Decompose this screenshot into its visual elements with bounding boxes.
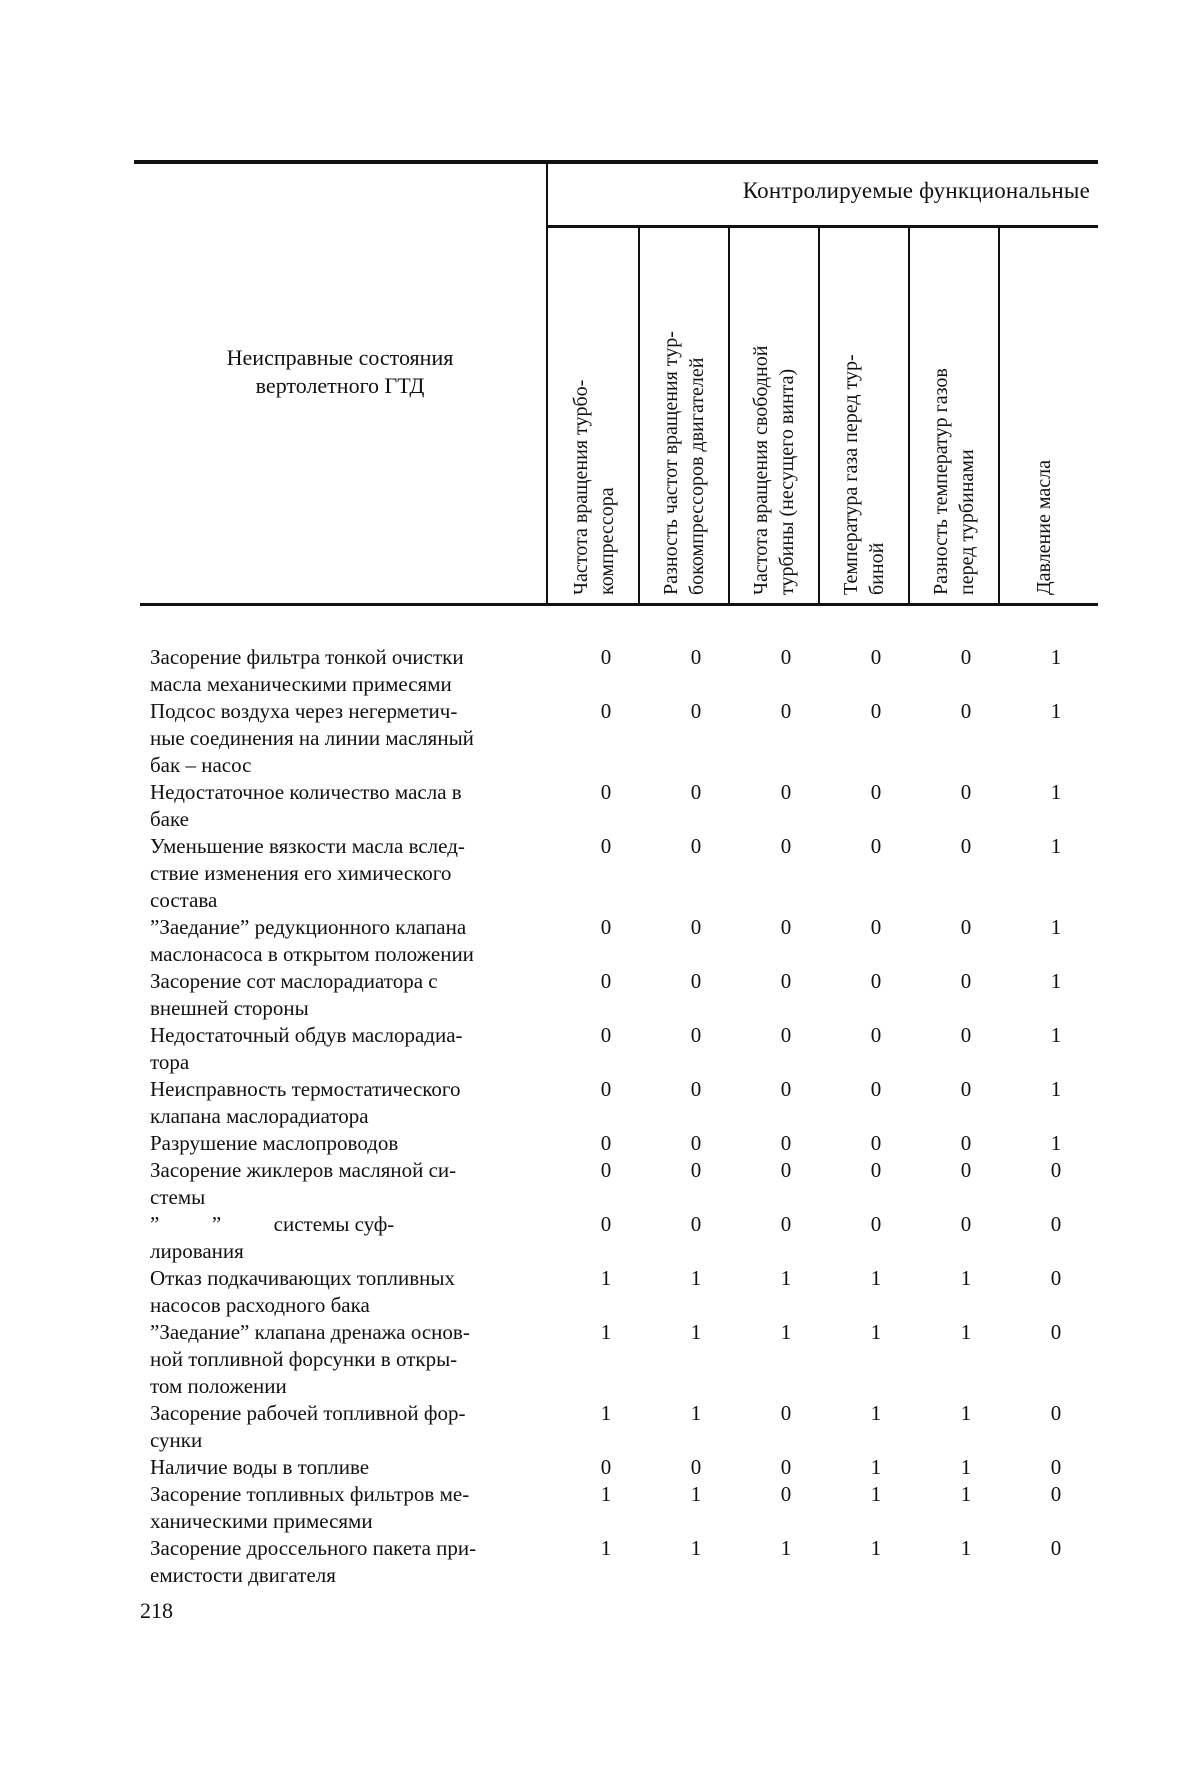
row-label-line: Недостаточное количество масла в (150, 780, 462, 804)
row-label-line: емистости двигателя (150, 1563, 336, 1587)
cell-value: 1 (960, 1482, 972, 1506)
row-label-line: Подсос воздуха через негерметич- (150, 699, 458, 723)
cell-value: 0 (600, 1212, 612, 1236)
row-label (150, 1076, 560, 1130)
row-label-line: ханическими примесями (150, 1509, 373, 1533)
cell-value: 0 (960, 1212, 972, 1236)
column-header-gas-temperature-difference (910, 228, 998, 602)
cell-value: 0 (870, 1077, 882, 1101)
row-label-line: состава (150, 888, 218, 912)
cell-value: 1 (960, 1536, 972, 1560)
row-label-line: Засорение фильтра тонкой очистки (150, 645, 464, 669)
cell-value: 0 (960, 969, 972, 993)
table-row (0, 1076, 1200, 1130)
row-label-line: маслонасоса в открытом положении (150, 942, 474, 966)
row-label-line: Наличие воды в топливе (150, 1455, 370, 1479)
cell-value: 0 (1050, 1212, 1062, 1236)
row-label-line: Недостаточный обдув маслорадиа- (150, 1023, 463, 1047)
cell-value: 0 (690, 780, 702, 804)
row-label-line: лирования (150, 1239, 244, 1263)
row-label-line: масла механическими примесями (150, 672, 452, 696)
table-row (0, 968, 1200, 1022)
column-header-line: перед турбинами (956, 449, 978, 595)
row-label-line: бак – насос (150, 753, 252, 777)
cell-value: 0 (960, 780, 972, 804)
column-header-line: биной (866, 542, 888, 595)
cell-value: 1 (600, 1482, 612, 1506)
table-row (0, 1535, 1200, 1589)
cell-value: 1 (690, 1266, 702, 1290)
cell-value: 0 (1050, 1536, 1062, 1560)
cell-value: 0 (600, 1131, 612, 1155)
row-label-line: ной топливной форсунки в откры- (150, 1347, 458, 1371)
row-label-line: Отказ подкачивающих топливных (150, 1266, 456, 1290)
row-label (150, 914, 560, 968)
row-label-line: внешней стороны (150, 996, 309, 1020)
cell-value: 0 (960, 1023, 972, 1047)
cell-value: 0 (870, 915, 882, 939)
cell-value: 0 (780, 1077, 792, 1101)
cell-value: 1 (780, 1320, 792, 1344)
cell-value: 0 (870, 1212, 882, 1236)
column-header-line: Частота вращения свободной (750, 345, 772, 595)
cell-value: 1 (1050, 645, 1062, 669)
table-row (0, 1130, 1200, 1157)
row-label-line: сунки (150, 1428, 203, 1452)
cell-value: 1 (870, 1455, 882, 1479)
table-row (0, 1400, 1200, 1454)
table-row (0, 644, 1200, 698)
cell-value: 0 (870, 969, 882, 993)
row-label-line: Неисправность термостатического (150, 1077, 461, 1101)
cell-value: 0 (600, 969, 612, 993)
cell-value: 1 (1050, 1131, 1062, 1155)
row-label (150, 698, 560, 779)
column-header-compressor-speed (550, 228, 638, 602)
cell-value: 1 (690, 1320, 702, 1344)
table-row (0, 1265, 1200, 1319)
cell-value: 0 (780, 1131, 792, 1155)
column-header-line: компрессора (596, 487, 618, 595)
cell-value: 1 (960, 1320, 972, 1344)
cell-value: 1 (690, 1536, 702, 1560)
row-label-line: стемы (150, 1185, 206, 1209)
cell-value: 0 (870, 699, 882, 723)
row-label-line: Засорение дроссельного пакета при- (150, 1536, 477, 1560)
cell-value: 0 (690, 969, 702, 993)
cell-value: 1 (780, 1266, 792, 1290)
cell-value: 0 (1050, 1482, 1062, 1506)
cell-value: 0 (690, 1455, 702, 1479)
cell-value: 1 (1050, 915, 1062, 939)
page-number: 218 (140, 1598, 173, 1623)
row-label (150, 644, 560, 698)
column-header-compressor-speed-difference (640, 228, 728, 602)
cell-value: 1 (870, 1536, 882, 1560)
row-label-line: Засорение топливных фильтров ме- (150, 1482, 470, 1506)
cell-value: 1 (960, 1455, 972, 1479)
cell-value: 0 (780, 1023, 792, 1047)
table-row (0, 1454, 1200, 1481)
cell-value: 1 (780, 1536, 792, 1560)
cell-value: 0 (600, 645, 612, 669)
column-header-line: Температура газа перед тур- (840, 354, 862, 595)
row-label (150, 1319, 560, 1400)
cell-value: 0 (1050, 1320, 1062, 1344)
row-label-line: Засорение сот маслорадиатора с (150, 969, 438, 993)
row-label (150, 1022, 560, 1076)
cell-value: 1 (870, 1266, 882, 1290)
cell-value: 0 (780, 969, 792, 993)
cell-value: 0 (780, 780, 792, 804)
cell-value: 0 (780, 699, 792, 723)
cell-value: 1 (870, 1482, 882, 1506)
cell-value: 0 (1050, 1455, 1062, 1479)
cell-value: 0 (780, 1401, 792, 1425)
cell-value: 0 (690, 645, 702, 669)
cell-value: 0 (1050, 1266, 1062, 1290)
row-label (150, 833, 560, 914)
column-header-line: Разность температур газов (930, 368, 952, 595)
column-header-oil-pressure (1000, 228, 1088, 602)
cell-value: 0 (690, 1158, 702, 1182)
cell-value: 0 (780, 834, 792, 858)
stub-header-line: Неисправные состояния (226, 345, 454, 370)
table-row (0, 833, 1200, 914)
column-header-gas-temperature (820, 228, 908, 602)
row-label (150, 1454, 560, 1481)
row-label (150, 1400, 560, 1454)
table-top-rule (134, 160, 1098, 164)
cell-value: 1 (1050, 1023, 1062, 1047)
cell-value: 0 (690, 1131, 702, 1155)
cell-value: 1 (600, 1320, 612, 1344)
cell-value: 0 (690, 1212, 702, 1236)
cell-value: 1 (1050, 834, 1062, 858)
cell-value: 0 (600, 834, 612, 858)
column-header-line: бокомпрессоров двигателей (686, 357, 708, 595)
cell-value: 0 (960, 645, 972, 669)
row-label-line: Разрушение маслопроводов (150, 1131, 399, 1155)
cell-value: 0 (870, 780, 882, 804)
column-header-line: турбины (несущего винта) (776, 368, 798, 595)
table-row (0, 914, 1200, 968)
stub-column-header (150, 344, 530, 400)
column-header-line: Разность частот вращения тур- (660, 331, 682, 595)
cell-value: 0 (600, 780, 612, 804)
cell-value: 1 (1050, 969, 1062, 993)
row-label-line: клапана маслорадиатора (150, 1104, 369, 1128)
cell-value: 0 (690, 699, 702, 723)
cell-value: 1 (960, 1401, 972, 1425)
cell-value: 0 (600, 1077, 612, 1101)
cell-value: 0 (870, 1131, 882, 1155)
row-label (150, 1535, 560, 1589)
row-label-line: Засорение жиклеров масляной си- (150, 1158, 457, 1182)
row-label-line: насосов расходного бака (150, 1293, 370, 1317)
row-label (150, 1130, 560, 1157)
cell-value: 0 (870, 645, 882, 669)
row-label-line: ” ” системы суф- (150, 1212, 395, 1236)
cell-value: 0 (960, 834, 972, 858)
table-row (0, 779, 1200, 833)
row-label-line: ”Заедание” редукционного клапана (150, 915, 467, 939)
table-body (0, 644, 1200, 1589)
cell-value: 1 (600, 1536, 612, 1560)
cell-value: 0 (690, 1077, 702, 1101)
row-label (150, 1481, 560, 1535)
row-label-line: Уменьшение вязкости масла вслед- (150, 834, 465, 858)
cell-value: 0 (960, 1158, 972, 1182)
cell-value: 0 (780, 1212, 792, 1236)
row-label-line: ствие изменения его химического (150, 861, 452, 885)
cell-value: 0 (1050, 1401, 1062, 1425)
table-row (0, 1157, 1200, 1211)
column-header-free-turbine-speed (730, 228, 818, 602)
cell-value: 0 (600, 915, 612, 939)
table-row (0, 1211, 1200, 1265)
row-label-line: тора (150, 1050, 190, 1074)
cell-value: 0 (780, 915, 792, 939)
cell-value: 0 (1050, 1158, 1062, 1182)
cell-value: 0 (960, 1131, 972, 1155)
cell-value: 0 (870, 1023, 882, 1047)
cell-value: 0 (870, 1158, 882, 1182)
cell-value: 0 (780, 1158, 792, 1182)
cell-value: 0 (600, 1158, 612, 1182)
table-row (0, 1319, 1200, 1400)
row-label (150, 968, 560, 1022)
column-header-line: Давление масла (1033, 460, 1055, 595)
cell-value: 0 (780, 1482, 792, 1506)
cell-value: 0 (600, 1023, 612, 1047)
cell-value: 0 (600, 1455, 612, 1479)
row-label-line: том положении (150, 1374, 287, 1398)
cell-value: 0 (690, 1023, 702, 1047)
cell-value: 0 (960, 699, 972, 723)
row-label-line: баке (150, 807, 190, 831)
cell-value: 1 (960, 1266, 972, 1290)
cell-value: 1 (600, 1266, 612, 1290)
row-label-line: ”Заедание” клапана дренажа основ- (150, 1320, 470, 1344)
cell-value: 1 (870, 1401, 882, 1425)
stub-header-line: вертолетного ГТД (255, 373, 425, 398)
row-label (150, 779, 560, 833)
cell-value: 1 (690, 1401, 702, 1425)
cell-value: 0 (870, 834, 882, 858)
table-row (0, 698, 1200, 779)
cell-value: 1 (1050, 780, 1062, 804)
cell-value: 1 (1050, 1077, 1062, 1101)
cell-value: 0 (960, 1077, 972, 1101)
cell-value: 1 (690, 1482, 702, 1506)
table-row (0, 1481, 1200, 1535)
stub-divider (546, 162, 548, 605)
cell-value: 1 (1050, 699, 1062, 723)
cell-value: 0 (690, 915, 702, 939)
cell-value: 0 (780, 1455, 792, 1479)
header-bottom-rule (140, 603, 1098, 606)
row-label (150, 1157, 560, 1211)
cell-value: 0 (780, 645, 792, 669)
row-label (150, 1265, 560, 1319)
row-label (150, 1211, 560, 1265)
table-row (0, 1022, 1200, 1076)
cell-value: 0 (690, 834, 702, 858)
cell-value: 1 (600, 1401, 612, 1425)
cell-value: 0 (960, 915, 972, 939)
cell-value: 0 (600, 699, 612, 723)
cell-value: 1 (870, 1320, 882, 1344)
row-label-line: ные соединения на линии масляный (150, 726, 474, 750)
row-label-line: Засорение рабочей топливной фор- (150, 1401, 466, 1425)
group-header-title: Контролируемые функциональные (742, 178, 1090, 203)
column-header-line: Частота вращения турбо- (570, 379, 592, 595)
